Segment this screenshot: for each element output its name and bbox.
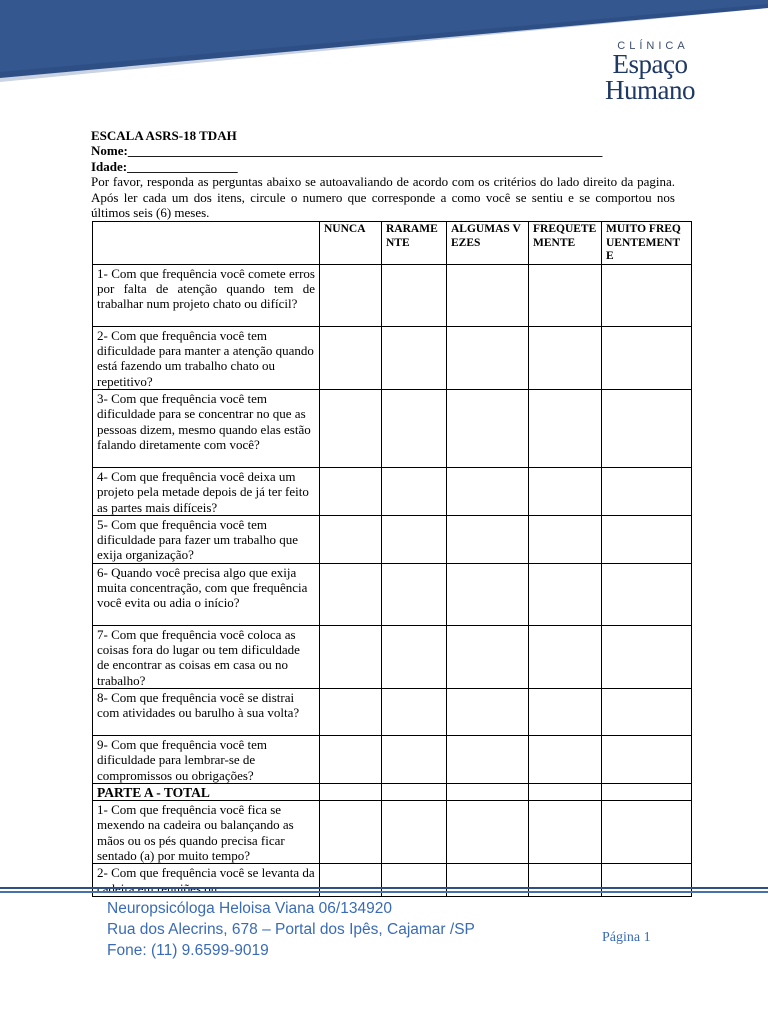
answer-cell[interactable] <box>382 625 447 688</box>
footer-divider <box>0 891 768 893</box>
answer-cell[interactable] <box>382 326 447 389</box>
table-row <box>93 467 692 515</box>
table-row <box>93 515 692 563</box>
question-text: 1- Com que frequência você fica se mexendo na cadeira ou balançando as mãos ou os pés quando precisa ficar sentado (a) por muito tempo? <box>93 801 320 864</box>
answer-cell[interactable] <box>529 783 602 800</box>
total-label: PARTE A - TOTAL <box>93 783 320 800</box>
table-row <box>93 326 692 389</box>
answer-cell[interactable] <box>447 264 529 326</box>
answer-cell[interactable] <box>320 389 382 467</box>
answer-cell[interactable] <box>529 625 602 688</box>
answer-cell[interactable] <box>529 326 602 389</box>
answer-cell[interactable] <box>382 688 447 735</box>
answer-cell[interactable] <box>529 515 602 563</box>
table-row <box>93 264 692 326</box>
answer-cell[interactable] <box>602 515 692 563</box>
answer-cell[interactable] <box>602 563 692 625</box>
answer-cell[interactable] <box>382 783 447 800</box>
column-header: RARAMENTE <box>382 222 447 265</box>
question-header <box>93 222 320 265</box>
question-text: 3- Com que frequência você tem dificuldade para se concentrar no que as pessoas dizem, mesmo quando elas estão falando diretamente com você? <box>93 389 320 467</box>
answer-cell[interactable] <box>447 783 529 800</box>
answer-cell[interactable] <box>529 264 602 326</box>
answer-cell[interactable] <box>602 389 692 467</box>
answer-cell[interactable] <box>602 783 692 800</box>
answer-cell[interactable] <box>320 688 382 735</box>
answer-cell[interactable] <box>529 735 602 783</box>
table-row <box>93 801 692 864</box>
instructions: Por favor, responda as perguntas abaixo se autoavaliando de acordo com os critérios do lado direito da pagina. Após ler cada um dos itens, circule o numero que corresponde a como você se sentiu e se comportou nos últimos seis (6) meses. <box>91 174 675 221</box>
answer-cell[interactable] <box>602 326 692 389</box>
table-row <box>93 688 692 735</box>
answer-cell[interactable] <box>320 515 382 563</box>
table-row <box>93 625 692 688</box>
logo-small-text: CLÍNICA <box>617 40 689 52</box>
logo-line-2: Humano <box>605 75 695 105</box>
column-header: NUNCA <box>320 222 382 265</box>
answer-cell[interactable] <box>602 264 692 326</box>
footer-address: Rua dos Alecrins, 678 – Portal dos Ipês, Cajamar /SP <box>107 921 475 938</box>
answer-cell[interactable] <box>602 735 692 783</box>
answer-cell[interactable] <box>382 264 447 326</box>
answer-cell[interactable] <box>447 688 529 735</box>
question-text: 5- Com que frequência você tem dificuldade para fazer um trabalho que exija organização? <box>93 515 320 563</box>
answer-cell[interactable] <box>529 688 602 735</box>
answer-cell[interactable] <box>320 264 382 326</box>
age-field[interactable]: Idade:_________________ <box>91 158 238 174</box>
answer-cell[interactable] <box>382 801 447 864</box>
answer-cell[interactable] <box>447 563 529 625</box>
answer-cell[interactable] <box>602 801 692 864</box>
footer-professional: Neuropsicóloga Heloisa Viana 06/134920 <box>107 900 392 917</box>
answer-cell[interactable] <box>382 563 447 625</box>
answer-cell[interactable] <box>447 735 529 783</box>
question-text: 8- Com que frequência você se distrai com atividades ou barulho à sua volta? <box>93 688 320 735</box>
answer-cell[interactable] <box>529 467 602 515</box>
column-header: FREQUETEMENTE <box>529 222 602 265</box>
form-title: ESCALA ASRS-18 TDAH <box>91 128 237 143</box>
table-row <box>93 389 692 467</box>
answer-cell[interactable] <box>529 563 602 625</box>
clinic-logo <box>588 40 712 105</box>
footer-phone: Fone: (11) 9.6599-9019 <box>107 942 269 959</box>
question-text: 9- Com que frequência você tem dificuldade para lembrar-se de compromissos ou obrigações? <box>93 735 320 783</box>
answer-cell[interactable] <box>320 467 382 515</box>
answer-cell[interactable] <box>602 467 692 515</box>
answer-cell[interactable] <box>382 515 447 563</box>
answer-cell[interactable] <box>529 801 602 864</box>
page-number: Página 1 <box>602 930 651 945</box>
name-field[interactable]: Nome:_________________________________________________________________________ <box>91 143 603 159</box>
question-text: 4- Com que frequência você deixa um projeto pela metade depois de já ter feito as partes mais difíceis? <box>93 467 320 515</box>
table-row <box>93 735 692 783</box>
table-row <box>93 563 692 625</box>
answer-cell[interactable] <box>447 389 529 467</box>
footer-divider <box>0 887 768 889</box>
table-header-row <box>93 222 692 265</box>
answer-cell[interactable] <box>320 563 382 625</box>
answer-cell[interactable] <box>447 515 529 563</box>
answer-cell[interactable] <box>382 389 447 467</box>
answer-cell[interactable] <box>320 735 382 783</box>
total-row <box>93 783 692 800</box>
form-header <box>91 128 675 220</box>
answer-cell[interactable] <box>602 688 692 735</box>
answer-cell[interactable] <box>382 467 447 515</box>
answer-cell[interactable] <box>382 735 447 783</box>
answer-cell[interactable] <box>320 625 382 688</box>
column-header: MUITO FREQUENTEMENTE <box>602 222 692 265</box>
question-text: 2- Com que frequência você se levanta da <box>93 864 320 897</box>
column-header: ALGUMAS VEZES <box>447 222 529 265</box>
answer-cell[interactable] <box>447 326 529 389</box>
question-text: 7- Com que frequência você coloca as coisas fora do lugar ou tem dificuldade de encontrar as coisas em casa ou no trabalho? <box>93 625 320 688</box>
question-text: 1- Com que frequência você comete erros por falta de atenção quando tem de trabalhar num projeto chato ou difícil? <box>93 264 320 326</box>
answer-cell[interactable] <box>447 625 529 688</box>
answer-cell[interactable] <box>447 801 529 864</box>
asrs-table <box>92 221 692 897</box>
answer-cell[interactable] <box>602 625 692 688</box>
question-text: 6- Quando você precisa algo que exija muita concentração, com que frequência você evita ou adia o início? <box>93 563 320 625</box>
footer-contact <box>107 898 475 961</box>
answer-cell[interactable] <box>320 326 382 389</box>
answer-cell[interactable] <box>320 783 382 800</box>
logo-line-1: Espaço <box>612 49 688 79</box>
answer-cell[interactable] <box>320 801 382 864</box>
answer-cell[interactable] <box>529 389 602 467</box>
answer-cell[interactable] <box>447 467 529 515</box>
question-text: 2- Com que frequência você tem dificuldade para manter a atenção quando está fazendo um trabalho chato ou repetitivo? <box>93 326 320 389</box>
